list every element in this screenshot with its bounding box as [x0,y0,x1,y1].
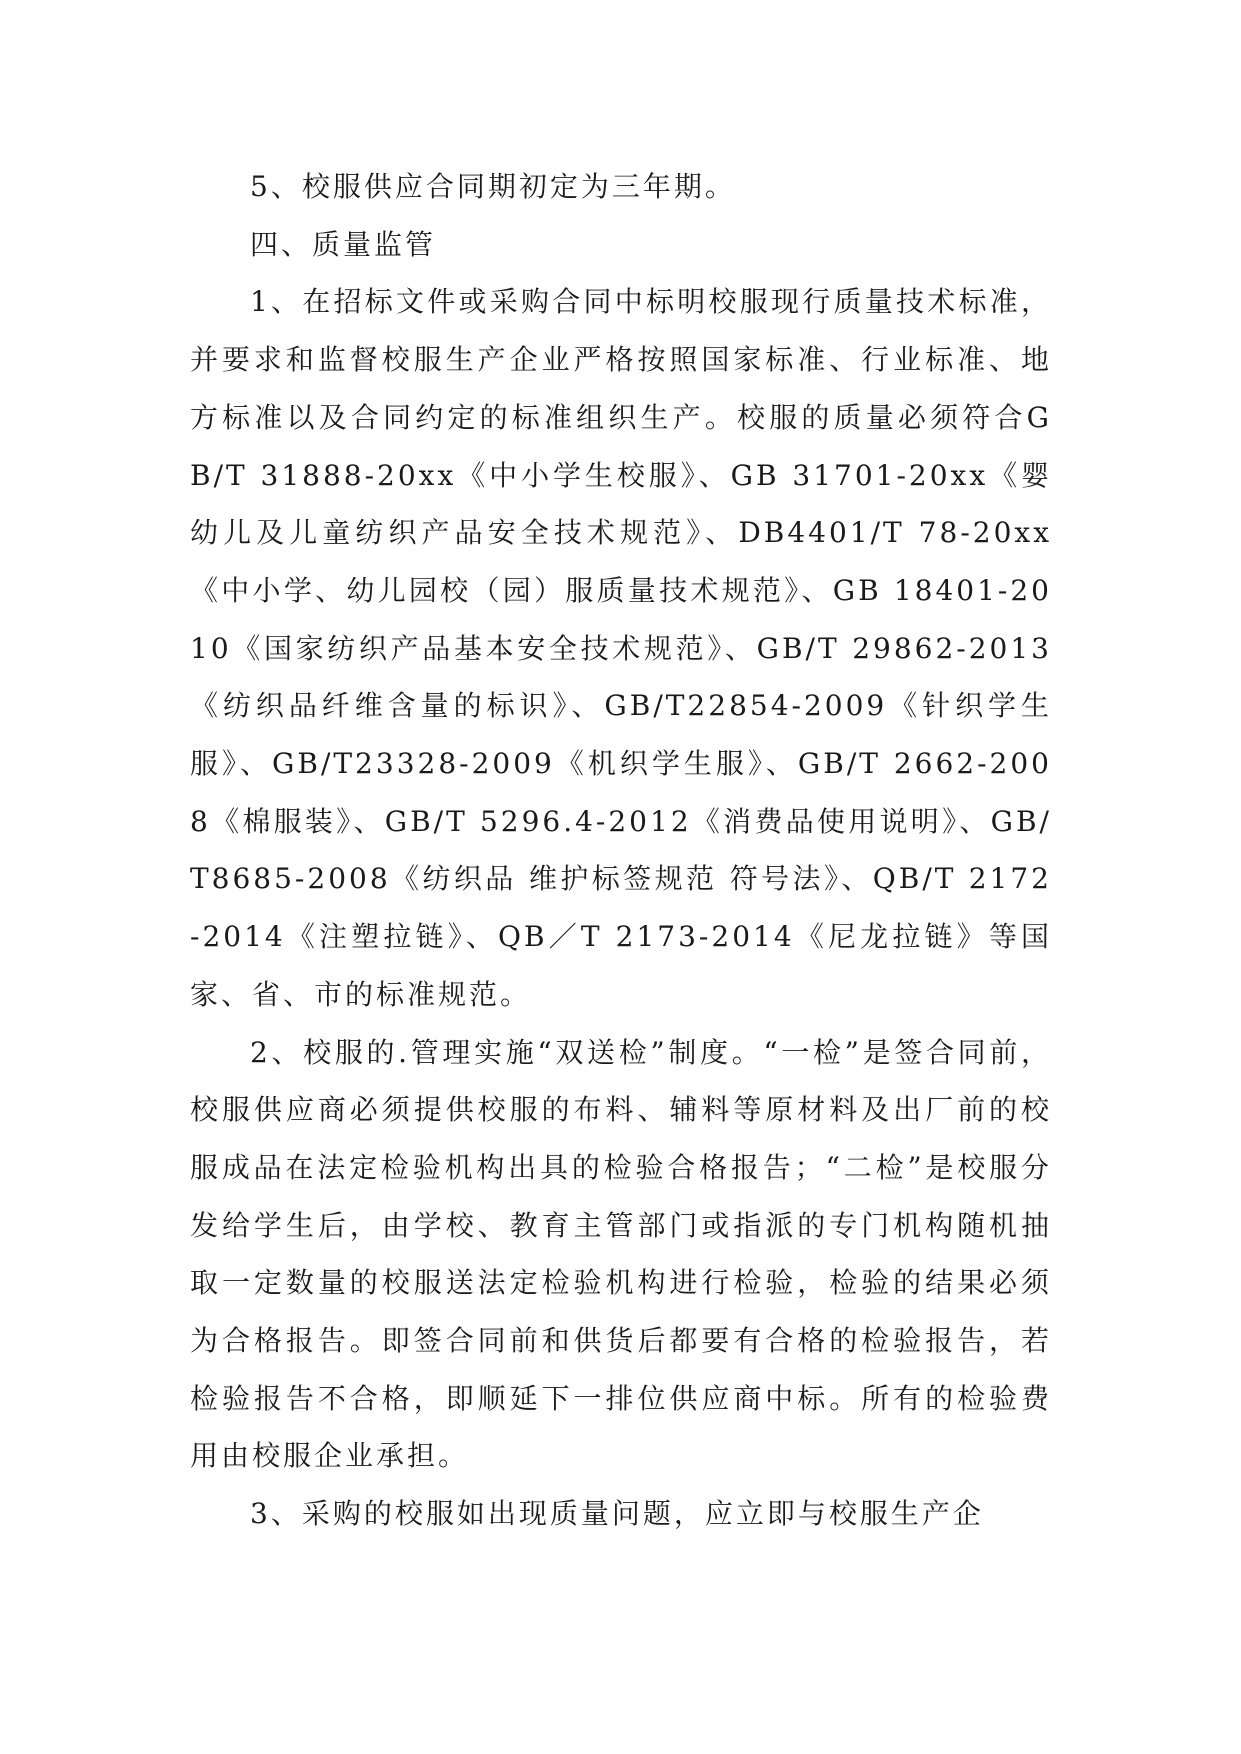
paragraph-quality-standards: 1、在招标文件或采购合同中标明校服现行质量技术标准，并要求和监督校服生产企业严格按照国家标准、行业标准、地方标准以及合同约定的标准组织生产。校服的质量必须符合GB/T 31888-20xx《中小学生校服》、GB 31701-20xx《婴幼儿及儿童纺织产品安全技术规范》、DB4401/T 78-20xx《中小学、幼儿园校（园）服质量技术规范》、GB 18401-2010《国家纺织产品基本安全技术规范》、GB/T 29862-2013《纺织品纤维含量的标识》、GB/T22854-2009《针织学生服》、GB/T23328-2009《机织学生服》、GB/T 2662-2008《棉服装》、GB/T 5296.4-2012《消费品使用说明》、GB/T8685-2008《纺织品 维护标签规范 符号法》、QB/T 2172-2014《注塑拉链》、QB／T 2173-2014《尼龙拉链》等国家、省、市的标准规范。 [190,285,1052,1011]
paragraph-quality-issues: 3、采购的校服如出现质量问题，应立即与校服生产企 [250,1497,984,1531]
paragraph-double-inspection: 2、校服的.管理实施“双送检”制度。“一检”是签合同前，校服供应商必须提供校服的布料、辅料等原材料及出厂前的校服成品在法定检验机构出具的检验合格报告；“二检”是校服分发给学生后，由学校、教育主管部门或指派的专门机构随机抽取一定数量的校服送法定检验机构进行检验，检验的结果必须为合格报告。即签合同前和供货后都要有合格的检验报告，若检验报告不合格，即顺延下一排位供应商中标。所有的检验费用由校服企业承担。 [190,1035,1052,1473]
section-heading-quality-supervision: 四、质量监管 [250,227,437,261]
paragraph-contract-term: 5、校服供应合同期初定为三年期。 [250,170,736,203]
document-body [190,158,1052,1543]
